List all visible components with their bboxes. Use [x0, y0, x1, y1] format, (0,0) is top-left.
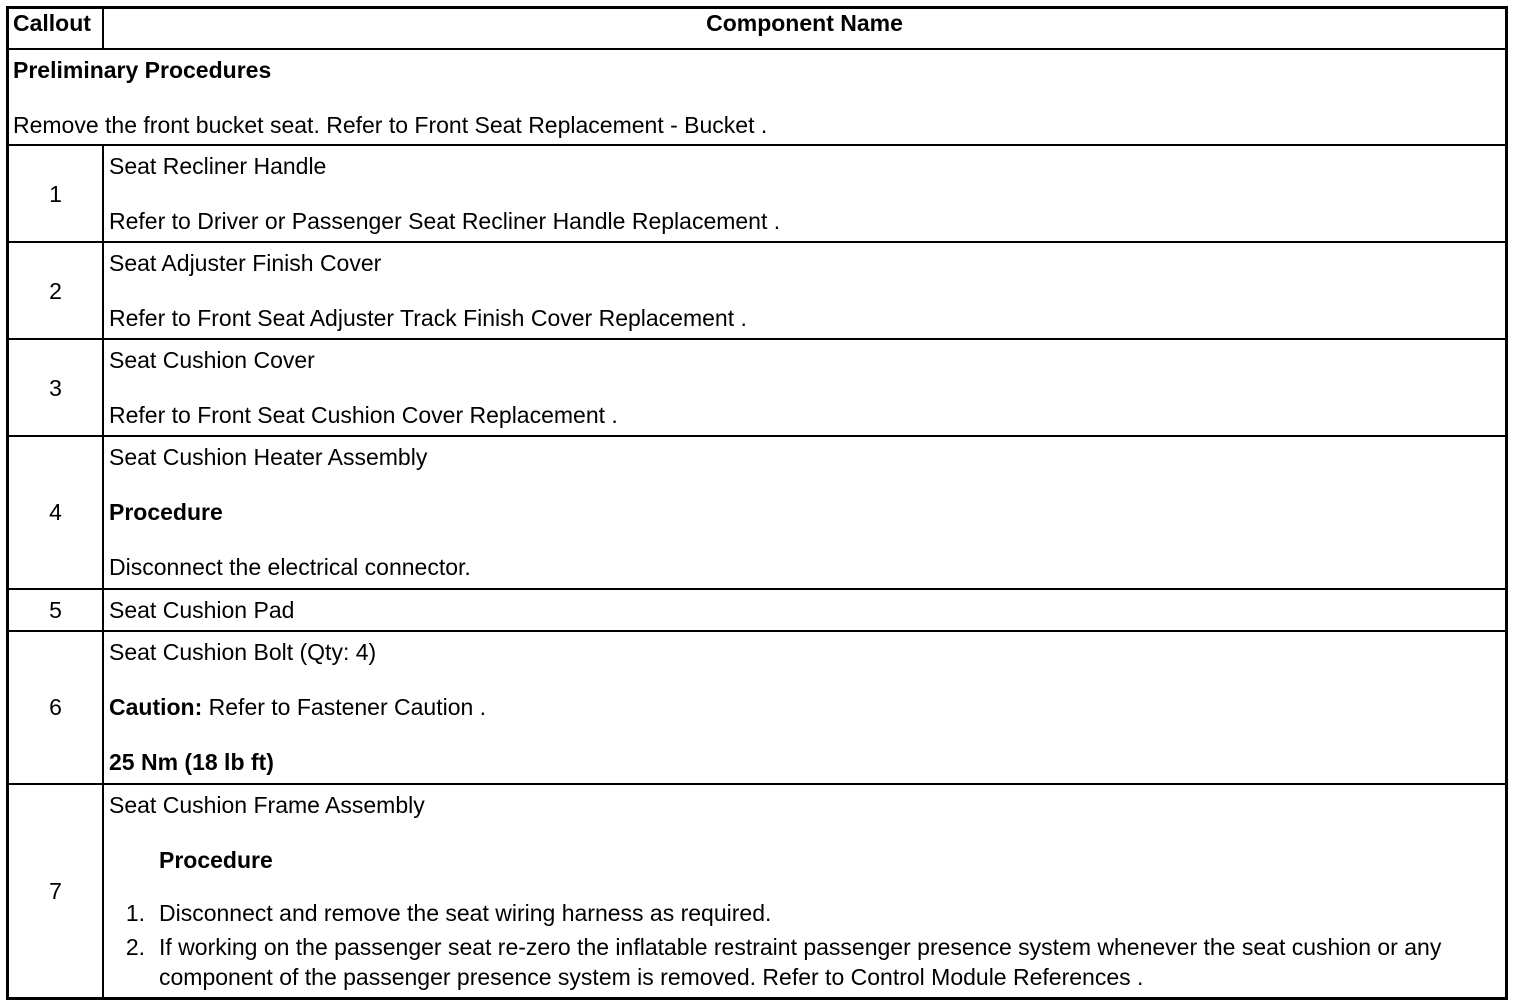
component-reference: Refer to Front Seat Adjuster Track Finish Cover Replacement . [109, 305, 747, 332]
table-row [9, 145, 1505, 242]
component-name: Seat Cushion Cover [109, 347, 315, 374]
procedure-heading: Procedure [109, 499, 223, 526]
component-name: Seat Cushion Bolt (Qty: 4) [109, 638, 377, 665]
component-name: Seat Cushion Pad [109, 596, 295, 623]
callout-number: 5 [9, 589, 103, 631]
component-name: Seat Adjuster Finish Cover [109, 250, 382, 277]
table-row [9, 589, 1505, 631]
component-name: Seat Cushion Frame Assembly [109, 791, 425, 818]
component-reference: Refer to Driver or Passenger Seat Recliner Handle Replacement . [109, 208, 781, 235]
step-number: 1. [125, 899, 145, 926]
table-row [9, 436, 1505, 588]
callout-number: 7 [9, 784, 103, 997]
callout-number: 3 [9, 339, 103, 436]
procedure-heading: Procedure [159, 846, 273, 873]
procedure-steps-list [109, 898, 1499, 992]
component-cell [103, 784, 1505, 997]
callout-number: 4 [9, 436, 103, 588]
step-number: 2. [125, 933, 145, 960]
preliminary-procedures-text: Remove the front bucket seat. Refer to Front Seat Replacement - Bucket . [13, 112, 768, 139]
list-item [109, 898, 1499, 928]
procedure-step: Disconnect the electrical connector. [109, 554, 471, 581]
preliminary-procedures-cell [9, 49, 1505, 145]
table-row [9, 339, 1505, 436]
table-header-row [9, 9, 1505, 49]
callout-number: 1 [9, 145, 103, 242]
callout-column-header: Callout [9, 9, 103, 49]
step-text: Disconnect and remove the seat wiring harness as required. [159, 899, 772, 926]
list-item [109, 932, 1499, 992]
component-cell [103, 589, 1505, 631]
callout-number: 6 [9, 631, 103, 784]
preliminary-procedures-title: Preliminary Procedures [13, 57, 272, 84]
component-cell [103, 242, 1505, 339]
component-name-column-header: Component Name [103, 9, 1505, 49]
step-text: If working on the passenger seat re-zero the inflatable restraint passenger presence system whenever the seat cushion or any component of the passenger presence system is removed. Refer to Control Module References . [159, 933, 1442, 990]
component-table [9, 9, 1505, 997]
component-cell [103, 339, 1505, 436]
component-name: Seat Cushion Heater Assembly [109, 444, 428, 471]
component-cell [103, 436, 1505, 588]
table-row [9, 784, 1505, 997]
preliminary-procedures-row [9, 49, 1505, 145]
table-row [9, 242, 1505, 339]
component-reference: Refer to Front Seat Cushion Cover Replacement . [109, 402, 618, 429]
caution-note [109, 693, 1499, 721]
torque-spec: 25 Nm (18 lb ft) [109, 748, 274, 775]
component-table-frame [6, 6, 1508, 1000]
component-name: Seat Recliner Handle [109, 153, 327, 180]
callout-number: 2 [9, 242, 103, 339]
component-cell [103, 145, 1505, 242]
caution-label: Caution: [109, 693, 203, 720]
caution-text: Refer to Fastener Caution . [202, 693, 487, 720]
component-cell [103, 631, 1505, 784]
table-row [9, 631, 1505, 784]
